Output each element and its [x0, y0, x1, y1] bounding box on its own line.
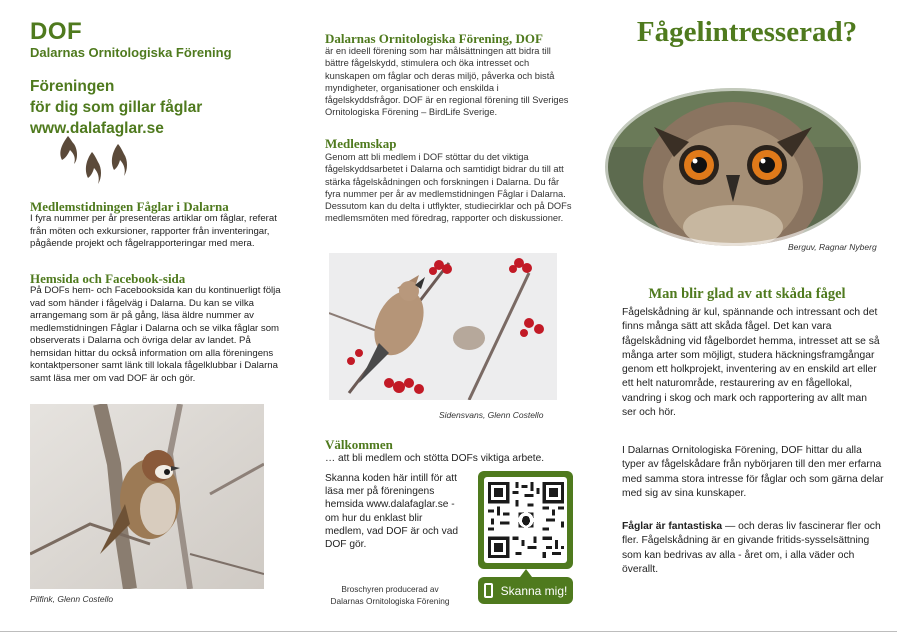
scan-me-button[interactable]: [478, 577, 573, 604]
waxwing-photo: [329, 253, 557, 400]
slogan-line-1: Föreningen: [30, 78, 115, 95]
about-text: är en ideell förening som har målsättningen att bidra till bättre fågelskydd, stimulera och öka intresset och kunskapen om fåglar och deras miljö, påverka och bistå myndigheter, organisationer och enskilda i fågelskyddsfrågor. DOF är en regional förening till Sveriges Ornitologiska Förening – BirdLife Sverige.: [325, 46, 569, 118]
phone-icon: [484, 583, 493, 598]
web-text: På DOFs hem- och Facebooksida kan du kontinuerligt följa vad som händer i fågelväg i Dalarna. Du kan se vilka arrangemang som är på gång, läsa äldre nummer av medlemstidningen Fåglar i Dalarna och se vilka fåglar som observerats i Dalarna och övriga delar av landet. På hemsidan hittar du också information om alla föreningens kontaktpersoner samt länk till lokala fågelklubbar i Dalarna samt läsa mer om vad DOF är och gör.: [30, 285, 281, 384]
scan-button-arrow: [520, 569, 532, 577]
birding-paragraph: Fågelskådning är kul, spännande och intressant och det finns många sätt att skåda fågel. Det kan vara fågelskådning vid fågelbordet hemma, intresset att se så många arter som möjligt, studera häckningsframgångar genom ett holkprojekt, inventering av en enskild art eller ett helt naturområde, restaurering av en fågellokal, vandring i skog och mark och rapportering av allt man ser och hör.: [622, 307, 880, 419]
welcome-heading: Välkommen: [325, 437, 393, 452]
dof-title: DOF: [30, 18, 83, 45]
slogan: [30, 76, 202, 139]
dof-subtitle: Dalarnas Ornitologiska Förening: [30, 45, 232, 60]
producer-line-1: Broschyren producerad av: [341, 584, 439, 594]
fantastic-bold: Fåglar är fantastiska: [622, 521, 723, 532]
column-left: [30, 0, 288, 635]
web-heading: Hemsida och Facebook-sida: [30, 271, 186, 286]
slogan-website: www.dalafaglar.se: [30, 120, 164, 137]
membership-text: Genom att bli medlem i DOF stöttar du det viktiga fågelskyddsarbetet i Dalarna och samtidigt bidrar du till att stärka fågelskådningen och forskningen i Dalarna. Du får fyra nummer per år av medlemstidningen Fåglar i Dalarna. Dessutom kan du delta i utflykter, studiecirklar och på DOFs medlemsmöten med föredrag, rapporter och diskussioner.: [325, 152, 572, 224]
slogan-line-2: för dig som gillar fåglar: [30, 99, 203, 116]
member-magazine-heading: Medlemstidningen Fåglar i Dalarna: [30, 199, 229, 214]
eagle-owl-photo: [604, 87, 862, 247]
about-heading: Dalarnas Ornitologiska Förening, DOF: [325, 31, 543, 46]
dof-paragraph: I Dalarnas Ornitologiska Förening, DOF hittar du alla typer av fågelskådare från nybörjaren till den mer erfarna med samma stora intresse för fåglar och som gärna delar med sig av sina kunskaper.: [622, 445, 884, 499]
waxwing-caption: Sidensvans, Glenn Costello: [439, 410, 544, 420]
eagle-owl-caption: Berguv, Ragnar Nyberg: [788, 242, 877, 252]
fantastic-paragraph: [622, 520, 884, 577]
page-bottom-border: [0, 631, 897, 632]
producer-line-2: Dalarnas Ornitologiska Förening: [330, 595, 450, 606]
column-right: [612, 0, 882, 635]
joy-heading: Man blir glad av att skåda fågel: [648, 286, 846, 302]
scan-me-label: Skanna mig!: [500, 583, 568, 598]
main-title: Fågelintresserad?: [636, 16, 858, 48]
qr-code-frame[interactable]: [478, 471, 573, 569]
tree-sparrow-caption: Pilfink, Glenn Costello: [30, 594, 114, 604]
tree-sparrow-photo: [30, 404, 264, 589]
membership-heading: Medlemskap: [325, 136, 397, 151]
flying-swifts-illustration: [48, 132, 143, 202]
member-magazine-text: I fyra nummer per år presenteras artiklar om fåglar, referat från möten och exkursioner, rapporter från inventeringar, pågående projekt och fågelrapporteringar med mera.: [30, 213, 277, 249]
welcome-text: … att bli medlem och stötta DOFs viktiga arbete.: [325, 453, 545, 464]
producer-note: [325, 584, 455, 607]
scan-text: Skanna koden här intill för att läsa mer på föreningens hemsida www.dalafaglar.se - om hur du enklast blir medlem, vad DOF är och vad DOF gör.: [325, 473, 459, 551]
column-middle: [325, 0, 575, 635]
qr-code[interactable]: [488, 482, 564, 558]
fantastic-rest: — och deras liv fascinerar fler och fler. Fågelskådning är en givande fritids-sysselsättning som kan bedrivas av alla - året om, i alla väder och överallt.: [622, 521, 881, 575]
